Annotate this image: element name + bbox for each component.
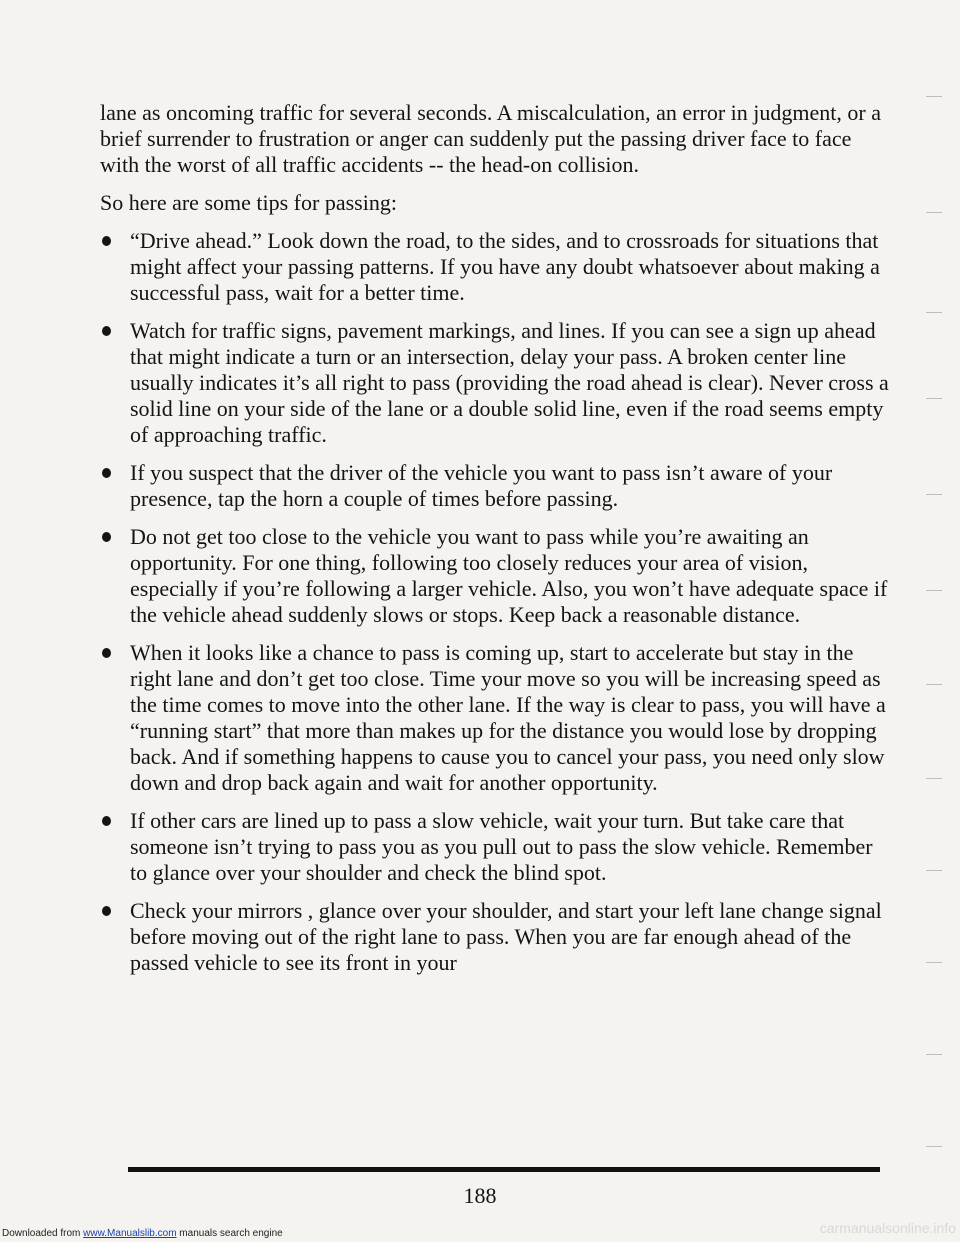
margin-tick	[926, 590, 942, 591]
tip-text: If you suspect that the driver of the vehicle you want to pass isn’t aware of your presence, tap the horn a couple of times before passing.	[130, 460, 833, 511]
tip-text: If other cars are lined up to pass a slow vehicle, wait your turn. But take care that someone isn’t trying to pass you as you pull out to pass the slow vehicle. Remember to glance over your shoulder and check the blind spot.	[130, 808, 873, 885]
footer-suffix: manuals search engine	[176, 1228, 283, 1239]
margin-tick	[926, 870, 942, 871]
margin-tick	[926, 398, 942, 399]
tip-item	[100, 460, 890, 512]
bullet-icon	[102, 532, 111, 542]
margin-tick	[926, 684, 942, 685]
download-footer	[2, 1228, 283, 1239]
margin-tick	[926, 962, 942, 963]
tip-text: Do not get too close to the vehicle you want to pass while you’re awaiting an opportunity. For one thing, following too closely reduces your area of vision, especially if you’re following a larger vehicle. Also, you won’t have adequate space if the vehicle ahead suddenly slows or stops. Keep back a reasonable distance.	[130, 524, 888, 627]
page-number: 188	[463, 1183, 497, 1208]
page-content	[100, 100, 890, 988]
margin-tick	[926, 778, 942, 779]
tip-text: “Drive ahead.” Look down the road, to the sides, and to crossroads for situations that might affect your passing patterns. If you have any doubt whatsoever about making a successful pass, wait for a better time.	[130, 228, 880, 305]
bullet-icon	[102, 236, 111, 246]
tip-item	[100, 640, 890, 796]
margin-tick	[926, 96, 942, 97]
margin-tick	[926, 1146, 942, 1147]
tip-text: Watch for traffic signs, pavement markings, and lines. If you can see a sign up ahead that might indicate a turn or an intersection, delay your pass. A broken center line usually indicates it’s all right to pass (providing the road ahead is clear). Never cross a solid line on your side of the lane or a double solid line, even if the road seems empty of approaching traffic.	[130, 318, 889, 447]
tips-intro: So here are some tips for passing:	[100, 190, 397, 215]
footer-rule	[128, 1167, 880, 1172]
tip-item	[100, 808, 890, 886]
bullet-icon	[102, 906, 111, 916]
tip-item	[100, 898, 890, 976]
tip-item	[100, 228, 890, 306]
tips-list	[100, 228, 890, 976]
tip-item	[100, 318, 890, 448]
manualslib-link[interactable]: www.Manualslib.com	[83, 1228, 177, 1239]
bullet-icon	[102, 326, 111, 336]
margin-tick	[926, 212, 942, 213]
footer-prefix: Downloaded from	[2, 1228, 84, 1239]
margin-tick	[926, 494, 942, 495]
tip-text: Check your mirrors , glance over your shoulder, and start your left lane change signal before moving out of the right lane to pass. When you are far enough ahead of the passed vehicle to see its front in your	[130, 898, 882, 975]
bullet-icon	[102, 816, 111, 826]
tip-text: When it looks like a chance to pass is coming up, start to accelerate but stay in the right lane and don’t get too close. Time your move so you will be increasing speed as the time comes to move into the other lane. If the way is clear to pass, you will have a “running start” that more than makes up for the distance you would lose by dropping back. And if something happens to cause you to cancel your pass, you need only slow down and drop back again and wait for another opportunity.	[130, 640, 886, 795]
watermark-text: carmanualsonline.info	[819, 1220, 956, 1236]
bullet-icon	[102, 648, 111, 658]
tip-item	[100, 524, 890, 628]
bullet-icon	[102, 468, 111, 478]
margin-tick	[926, 312, 942, 313]
opening-paragraph: lane as oncoming traffic for several seconds. A miscalculation, an error in judgment, or a brief surrender to frustration or anger can suddenly put the passing driver face to face with the worst of all traffic accidents -- the head-on collision.	[100, 100, 881, 177]
margin-tick	[926, 1054, 942, 1055]
